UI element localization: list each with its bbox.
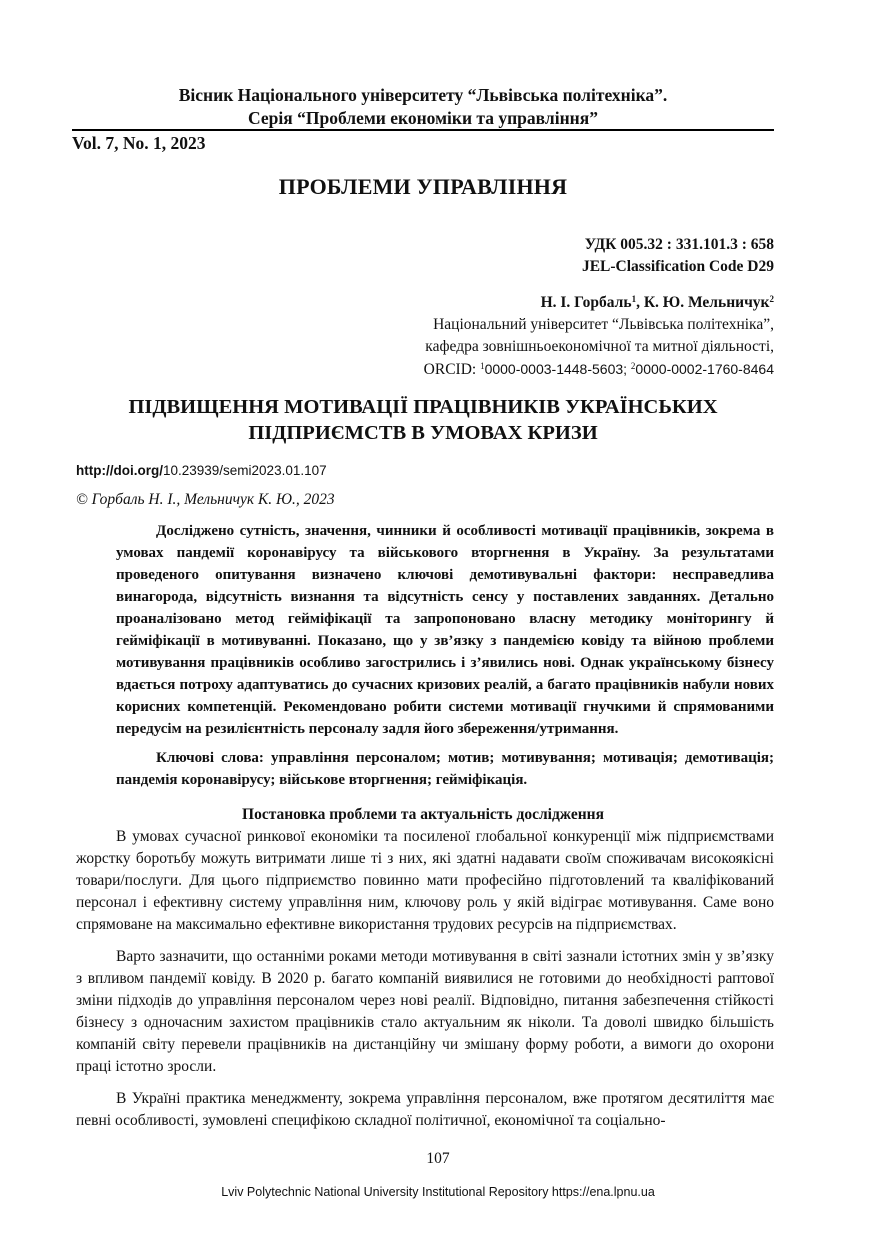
author-1-superscript: 1	[631, 294, 637, 304]
journal-header	[72, 84, 774, 130]
journal-name: Вісник Національного університету “Львівська політехніка”.	[178, 85, 668, 105]
author-2-superscript: 2	[769, 294, 774, 304]
doi-suffix[interactable]: 10.23939/semi2023.01.107	[162, 463, 327, 478]
orcid-1-superscript: 1	[480, 361, 485, 371]
copyright-notice: © Горбаль Н. І., Мельничук К. Ю., 2023	[76, 491, 335, 508]
orcid-1: 0000-0003-1448-5603;	[484, 361, 631, 377]
affiliation-university: Національний університет “Львівська політехніка”,	[433, 316, 774, 333]
body-paragraph-1: В умовах сучасної ринкової економіки та посиленої глобальної конкуренції між підприємствами жорстку боротьбу можуть витримати лише ті з них, які здатні надавати своїм споживачам високоякісні товари/послуги. Для цього підприємство повинно мати професійно підготовлений та кваліфікований персонал і ефективну систему управління ним, ключову роль у якій відіграє мотивування. Саме воно спрямоване на максимально ефективне використання трудових ресурсів на підприємствах.	[76, 828, 774, 933]
affiliation-department: кафедра зовнішньоекономічної та митної діяльності,	[425, 338, 774, 355]
author-block	[424, 292, 774, 381]
author-1: Н. І. Горбаль	[540, 294, 632, 311]
journal-series: Серія “Проблеми економіки та управління”	[248, 108, 598, 128]
paper-title-line-2: ПІДПРИЄМСТВ В УМОВАХ КРИЗИ	[248, 422, 598, 444]
author-separator: ,	[636, 294, 644, 311]
keywords: Ключові слова: управління персоналом; мотив; мотивування; мотивація; демотивація; пандемія коронавірусу; військове вторгнення; гейміфікація.	[116, 750, 774, 788]
section-subheading: Постановка проблеми та актуальність дослідження	[242, 806, 604, 823]
body-paragraph-2: Варто зазначити, що останніми роками методи мотивування в світі зазнали істотних змін у зв’язку з впливом пандемії ковіду. В 2020 р. багато компаній виявилися не готовими до необхідності раптової зміни підходів до управління персоналом через нові реалії. Відповідно, питання забезпечення стійкості бізнесу з одночасним захистом працівників стало актуальним як ніколи. Та доволі швидко більшість компаній світу перевели працівників на дистанційну чи змішану форму роботи, а вимоги до охорони праці істотно зросли.	[76, 948, 774, 1075]
doi-prefix[interactable]: http://doi.org/	[76, 463, 163, 478]
body-paragraph-3: В Україні практика менеджменту, зокрема управління персоналом, вже протягом десятиліття має певні особливості, зумовлені специфікою складної політичної, економічної та соціально-	[76, 1090, 774, 1129]
classification-codes	[582, 234, 774, 278]
body-text	[76, 826, 774, 1142]
orcid-2: 0000-0002-1760-8464	[635, 361, 774, 377]
jel-code: JEL-Classification Code D29	[581, 258, 774, 275]
orcid-line	[424, 358, 774, 381]
abstract	[116, 520, 774, 740]
header-divider	[72, 129, 774, 131]
paper-title-line-1: ПІДВИЩЕННЯ МОТИВАЦІЇ ПРАЦІВНИКІВ УКРАЇНСЬКИХ	[128, 396, 718, 418]
orcid-label: ORCID:	[423, 361, 481, 378]
doi-link[interactable]	[76, 463, 327, 478]
abstract-text: Досліджено сутність, значення, чинники й особливості мотивації працівників, зокрема в умовах пандемії коронавірусу та військового вторгнення в Україну. За результатами проведеного опитування визначено ключові демотивувальні фактори: несправедлива винагорода, відсутність визнання та відсутність сенсу у поставлених завданнях. Детально проаналізовано метод гейміфікації та запропоновано власну методику моніторингу й гейміфікації в мотивуванні. Показано, що у зв’язку з пандемією ковіду та війною проблеми мотивування працівників особливо загострились і з’явились нові. Однак українському бізнесу вдається потроху адаптуватись до сучасних кризових реалій, а багато працівників набули нових корисних компетенцій. Рекомендовано робити системи мотивації гнучкими й спрямованими передусім на резилієнтність персоналу задля його збереження/утримання.	[116, 523, 774, 737]
volume-info: Vol. 7, No. 1, 2023	[72, 133, 206, 153]
page-number: 107	[426, 1150, 450, 1167]
udc-code: УДК 005.32 : 331.101.3 : 658	[584, 236, 774, 253]
author-2: К. Ю. Мельничук	[643, 294, 770, 311]
repository-footer: Lviv Polytechnic National University Institutional Repository https://ena.lpnu.ua	[221, 1185, 655, 1199]
paper-title	[72, 394, 774, 446]
author-names	[424, 292, 774, 314]
orcid-2-superscript: 2	[630, 361, 636, 371]
section-title: ПРОБЛЕМИ УПРАВЛІННЯ	[278, 174, 568, 199]
